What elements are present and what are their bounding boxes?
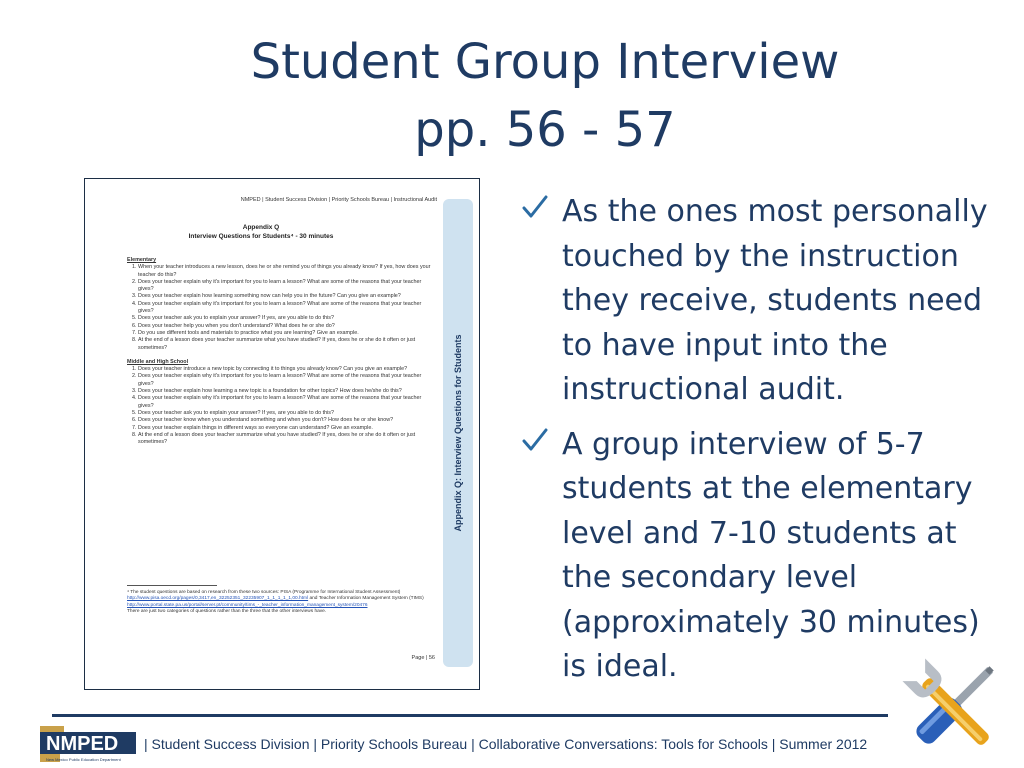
checkmark-icon (520, 425, 550, 455)
question-item: 2. Does your teacher explain why it's important for you to learn a lesson? What are some of the reasons that your teacher gives? (138, 279, 431, 294)
bullet-list (520, 190, 998, 700)
question-item: 5. Does your teacher ask you to explain your answer? If yes, are you able to do this? (138, 410, 431, 417)
footnote-text: and Teacher Information Management System (TIMS) (308, 596, 424, 602)
footer-divider (52, 714, 888, 717)
footnote-link-pisa[interactable]: http://www.pisa.oecd.org/pages/0,3417,en_32252351_32235907_1_1_1_1_1,00.html (127, 596, 309, 602)
question-item: 3. Does your teacher explain how learning something now can help you in the future? Can you give an example? (138, 293, 431, 300)
footer-text: | Student Success Division | Priority Schools Bureau | Collaborative Conversations: Tools for Schools | Summer 2012 (144, 736, 868, 752)
question-item: 7. Do you use different tools and materials to practice what you are learning? Give an example. (138, 330, 431, 337)
question-item: 4. Does your teacher explain why it's important for you to learn a lesson? What are some of the reasons that your teacher gives? (138, 301, 431, 316)
appendix-title: Appendix Q (242, 224, 280, 231)
question-item: 6. Does your teacher know when you understand something and when you don't? How does he or she know? (138, 417, 431, 424)
footnote-divider (127, 585, 217, 586)
document-header: NMPED | Student Success Division | Priority Schools Bureau | Instructional Audit (240, 197, 437, 203)
question-item: 3. Does your teacher explain how learning a new topic is a foundation for other topics? How does he/she do this? (138, 388, 431, 395)
question-item: 4. Does your teacher explain why it's important for you to learn a lesson? What are some of the reasons that your teacher gives? (138, 395, 431, 410)
question-item: 8. At the end of a lesson does your teacher summarize what you have studied? If yes, does he or she do it often or just sometimes? (138, 337, 431, 352)
logo-text: NMPED (46, 733, 119, 755)
document-body (127, 253, 431, 446)
wrench-screwdriver-icon (894, 650, 1010, 766)
question-item: 1. When your teacher introduces a new lesson, does he or she remind you of things you already know? If yes, how does your teacher do this? (138, 264, 431, 279)
checkmark-icon (520, 192, 550, 222)
elementary-question-list (127, 264, 431, 352)
bullet-text: A group interview of 5-7 students at the elementary level and 7-10 students at the secondary level (approximately 30 minutes) is ideal. (562, 426, 980, 684)
footnote-link-tims[interactable]: http://www.portal.state.pa.us/portal/server.pt/community/tims_-_teacher_information_management_system/20476 (127, 602, 368, 608)
question-item: 7. Does your teacher explain things in different ways so everyone can understand? Give an example. (138, 425, 431, 432)
document-appendix-heading (85, 223, 437, 241)
document-page-number: Page | 56 (411, 655, 435, 661)
slide-title-line2: pp. 56 - 57 (414, 102, 676, 158)
section-middle-high-title: Middle and High School (127, 358, 189, 365)
slide-title-line1: Student Group Interview (250, 34, 840, 90)
bullet-item (520, 190, 998, 413)
slide-title (0, 28, 1024, 164)
question-item: 6. Does your teacher help you when you don't understand? What does he or she do? (138, 323, 431, 330)
section-elementary-title: Elementary (127, 257, 157, 263)
bullet-text: As the ones most personally touched by the instruction they receive, students need to have input into the instructional audit. (562, 194, 988, 407)
question-item: 8. At the end of a lesson does your teacher summarize what you have studied? If yes, does he or she do it often or just sometimes? (138, 432, 431, 447)
footnote-paragraph (127, 590, 431, 609)
logo-subtext: New Mexico Public Education Department (46, 757, 121, 762)
nmped-logo (34, 722, 138, 766)
document-page-image (84, 178, 480, 690)
question-item: 1. Does your teacher introduce a new topic by connecting it to things you already know? Can you give an example? (138, 366, 431, 373)
appendix-subtitle: Interview Questions for Students⁴ - 30 minutes (188, 233, 334, 240)
question-item: 2. Does your teacher explain why it's important for you to learn a lesson? What are some of the reasons that your teacher gives? (138, 373, 431, 388)
middle-high-question-list (127, 366, 431, 446)
question-item: 5. Does your teacher ask you to explain your answer? If yes, are you able to do this? (138, 315, 431, 322)
document-side-tab (443, 199, 473, 667)
footnote-text: ⁴ The student questions are based on research from these two sources: PISA (Programme for International Student Assessment) (127, 590, 401, 595)
footnote-note: There are just two categories of questions rather than the three that the other interviews have. (127, 609, 327, 615)
document-footnote (127, 585, 431, 616)
side-tab-label: Appendix Q: Interview Questions for Students (453, 334, 463, 532)
